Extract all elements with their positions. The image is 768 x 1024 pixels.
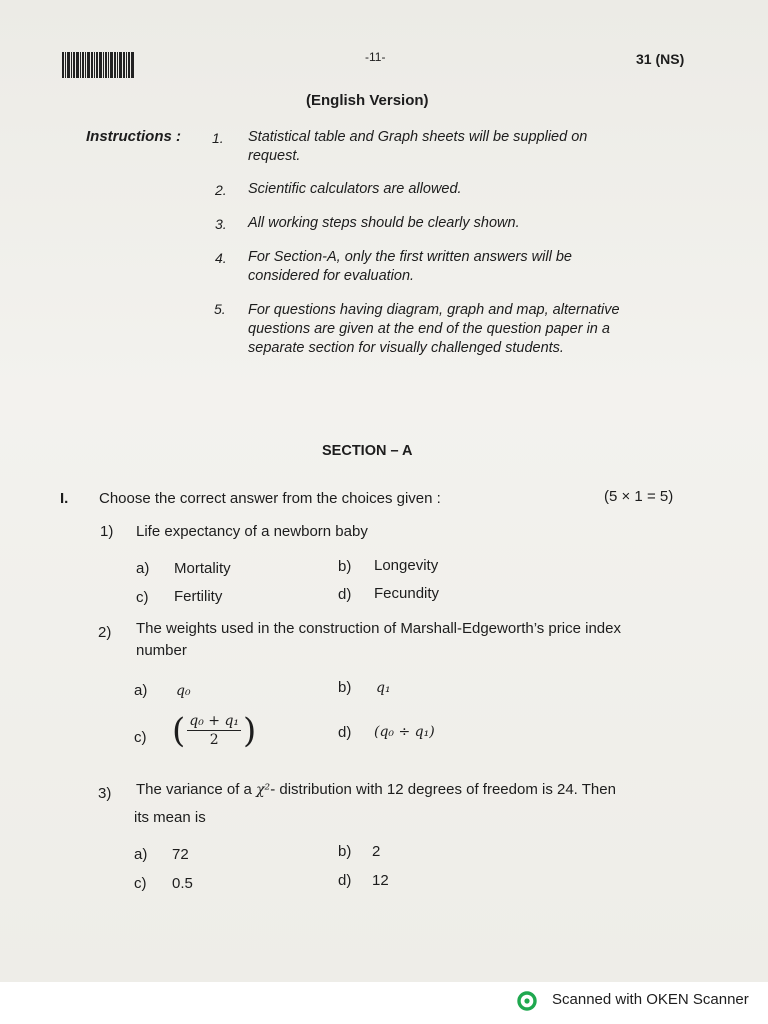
instruction-number: 4. xyxy=(215,250,227,266)
instruction-text: Scientific calculators are allowed. xyxy=(248,181,462,197)
oken-scanner-icon xyxy=(517,991,537,1011)
option-label: a) xyxy=(134,846,148,863)
question-number: 2) xyxy=(98,624,112,641)
instruction-number: 3. xyxy=(215,216,227,232)
instructions-label: Instructions : xyxy=(86,128,182,145)
instruction-text: All working steps should be clearly shown. xyxy=(248,215,520,231)
option-label: a) xyxy=(136,560,150,577)
fraction-denominator: 2 xyxy=(209,732,219,748)
option-text: Fertility xyxy=(174,588,223,605)
barcode xyxy=(62,52,168,78)
option-label: b) xyxy=(338,679,352,696)
option-text: 12 xyxy=(372,872,389,889)
option-text: 0.5 xyxy=(172,875,193,892)
option-label: c) xyxy=(134,875,147,892)
scanner-watermark-text: Scanned with OKEN Scanner xyxy=(552,991,749,1008)
option-text: Mortality xyxy=(174,560,231,577)
question-group-number: I. xyxy=(60,490,69,507)
version-title: (English Version) xyxy=(306,92,429,109)
instruction-text: Statistical table and Graph sheets will be supplied on request. xyxy=(248,129,588,164)
option-label: d) xyxy=(338,872,352,889)
paper-code: 31 (NS) xyxy=(636,51,685,67)
option-label: a) xyxy=(134,682,148,699)
question-text: The variance of a χ²- distribution with 12 degrees of freedom is 24. Then xyxy=(136,781,616,798)
chi-square-symbol: χ² xyxy=(256,782,271,798)
instruction-number: 1. xyxy=(212,130,224,146)
question-text-line2: its mean is xyxy=(134,809,206,826)
option-label: c) xyxy=(136,589,149,606)
option-label: b) xyxy=(338,558,352,575)
option-label: d) xyxy=(338,586,352,603)
question-group-marks: (5 × 1 = 5) xyxy=(604,488,674,505)
instruction-text: For Section-A, only the first written answers will be considered for evaluation. xyxy=(248,249,572,284)
option-text: Fecundity xyxy=(374,585,440,602)
question-number: 3) xyxy=(98,785,112,802)
option-label: c) xyxy=(134,729,147,746)
option-math: q₁ xyxy=(376,680,391,696)
question-number: 1) xyxy=(100,523,114,540)
option-math: (q₀ ÷ q₁) xyxy=(374,724,435,740)
option-text: 2 xyxy=(372,843,381,860)
question-text: Life expectancy of a newborn baby xyxy=(136,523,368,540)
option-text: 72 xyxy=(172,846,189,863)
instruction-text: For questions having diagram, graph and map, alternative questions are given at the end of the question paper in a separate section for visually challenged students. xyxy=(248,302,620,356)
option-label: d) xyxy=(338,724,352,741)
option-math: q₀ xyxy=(176,683,191,699)
option-label: b) xyxy=(338,843,352,860)
section-title: SECTION – A xyxy=(322,443,413,459)
instruction-number: 2. xyxy=(215,182,227,198)
question-text: The weights used in the construction of Marshall-Edgeworth’s price index number xyxy=(136,620,621,659)
option-text: Longevity xyxy=(374,557,439,574)
instruction-number: 5. xyxy=(214,301,226,317)
page-number: -11- xyxy=(365,50,386,64)
fraction-numerator: q₀ + q₁ xyxy=(189,713,240,729)
fraction-expression: ( $\frac{\text{q₀ + q₁}}{2}$ ) xyxy=(172,710,257,751)
question-group-prompt: Choose the correct answer from the choices given : xyxy=(99,490,441,507)
